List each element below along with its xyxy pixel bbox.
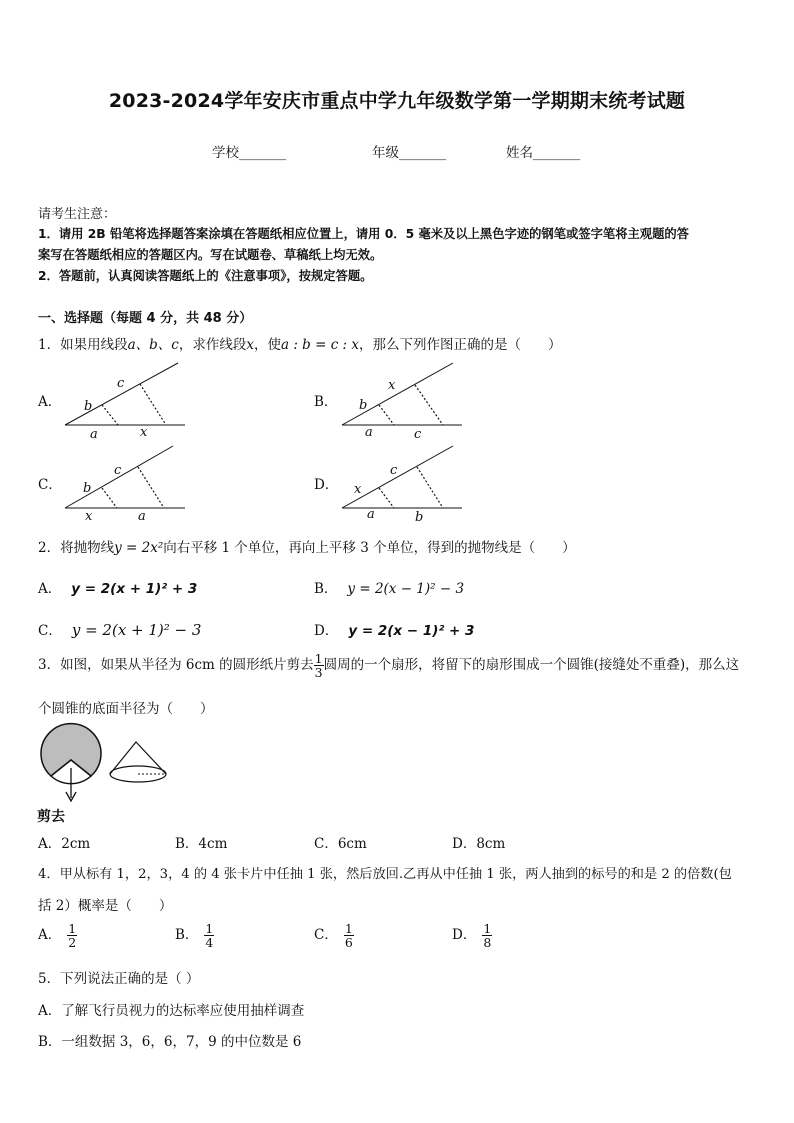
q2-option-d: D． y = 2(x − 1)² + 3 (314, 623, 475, 639)
q3-cut-label: 剪去 (37, 809, 65, 825)
question-1-stem: 1．如果用线段a、b、c，求作线段x，使a : b = c : x，那么下列作图正确的是（ ） (38, 337, 562, 353)
page-title: 2023-2024学年安庆市重点中学九年级数学第一学期期末统考试题 (108, 90, 686, 112)
notice-line-2: 2．答题前，认真阅读答题纸上的《注意事项》，按规定答题。 (38, 269, 373, 283)
q3-option-a: A．2cm (38, 836, 91, 852)
section-heading: 一、选择题（每题 4 分，共 48 分） (38, 311, 253, 326)
question-3-stem-line-1: 3．如图，如果从半径为 6cm 的圆形纸片剪去 $\frac{1}{3}$ 圆周的一个扇形，将留下的扇形围成一个圆锥(接缝处不重叠)，那么这 (38, 651, 740, 681)
fig-b-label-br: c (414, 427, 422, 442)
fig-b-label-mid: b (359, 398, 368, 413)
q1-figure-d (337, 443, 467, 523)
q1-option-a-label: A． (38, 394, 62, 410)
fig-a-label-top: c (117, 376, 125, 391)
fig-a-label-mid: b (84, 399, 93, 414)
q5-option-b: B．一组数据 3，6，6，7，9 的中位数是 6 (38, 1034, 302, 1050)
q1-figure-c (60, 443, 190, 523)
fig-b-label-bl: a (365, 425, 373, 440)
q2-option-c: C． y = 2(x + 1)² − 3 (38, 621, 202, 639)
q5-option-a: A．了解飞行员视力的达标率应使用抽样调查 (38, 1003, 305, 1019)
q4-option-b: B． $\frac{1}{4}$ (175, 921, 214, 951)
fig-d-label-bl: a (367, 507, 375, 522)
q3-option-d: D．8cm (452, 836, 506, 852)
grade-field: 年级_______ (372, 145, 447, 161)
fig-d-label-br: b (415, 510, 424, 525)
question-4-stem-line-1: 4．甲从标有 1，2，3，4 的 4 张卡片中任抽 1 张，然后放回.乙再从中任抽 1 张，两人抽到的标号的和是 2 的倍数(包 (38, 867, 732, 882)
notice-line-1: 1．请用 2B 铅笔将选择题答案涂填在答题纸相应位置上，请用 0．5 毫米及以上黑色字迹的钢笔或签字笔将主观题的答 (38, 227, 689, 241)
q1-option-c-label: C． (38, 477, 62, 493)
q4-option-a: A． $\frac{1}{2}$ (38, 921, 77, 951)
fig-a-label-bl: a (90, 427, 98, 442)
question-5-stem: 5．下列说法正确的是（ ） (38, 971, 200, 987)
fig-c-label-mid: b (83, 481, 92, 496)
q4-option-d: D． $\frac{1}{8}$ (452, 921, 492, 951)
q2-option-b: B． y = 2(x − 1)² − 3 (314, 581, 465, 597)
question-3-stem-line-2: 个圆锥的底面半径为（ ） (38, 701, 214, 717)
fig-d-label-top: c (390, 463, 398, 478)
q4-option-c: C． $\frac{1}{6}$ (314, 921, 353, 951)
q1-option-d-label: D． (314, 477, 339, 493)
fig-c-label-top: c (114, 463, 122, 478)
q3-option-c: C．6cm (314, 836, 367, 852)
q3-fraction: $\frac{1}{3}$ (314, 651, 323, 681)
question-2-stem: 2．将抛物线y = 2x²向右平移 1 个单位，再向上平移 3 个单位，得到的抛物线是（ ） (38, 540, 576, 556)
q2-option-a: A． y = 2(x + 1)² + 3 (38, 581, 198, 597)
fig-d-label-mid: x (354, 482, 362, 497)
fig-b-label-top: x (388, 378, 396, 393)
q1-figure-b (337, 360, 467, 440)
name-field: 姓名_______ (506, 145, 581, 161)
fig-c-label-br: a (138, 509, 146, 524)
school-field: 学校_______ (212, 145, 287, 161)
notice-heading: 请考生注意： (38, 207, 117, 222)
q1-figure-a (60, 360, 190, 440)
question-4-stem-line-2: 括 2）概率是（ ） (38, 898, 173, 914)
notice-line-1b: 案写在答题纸相应的答题区内。写在试题卷、草稿纸上均无效。 (38, 248, 383, 262)
fig-c-label-bl: x (85, 509, 93, 524)
fig-a-label-br: x (140, 425, 148, 440)
q1-option-b-label: B． (314, 394, 338, 410)
q3-option-b: B．4cm (175, 836, 228, 852)
